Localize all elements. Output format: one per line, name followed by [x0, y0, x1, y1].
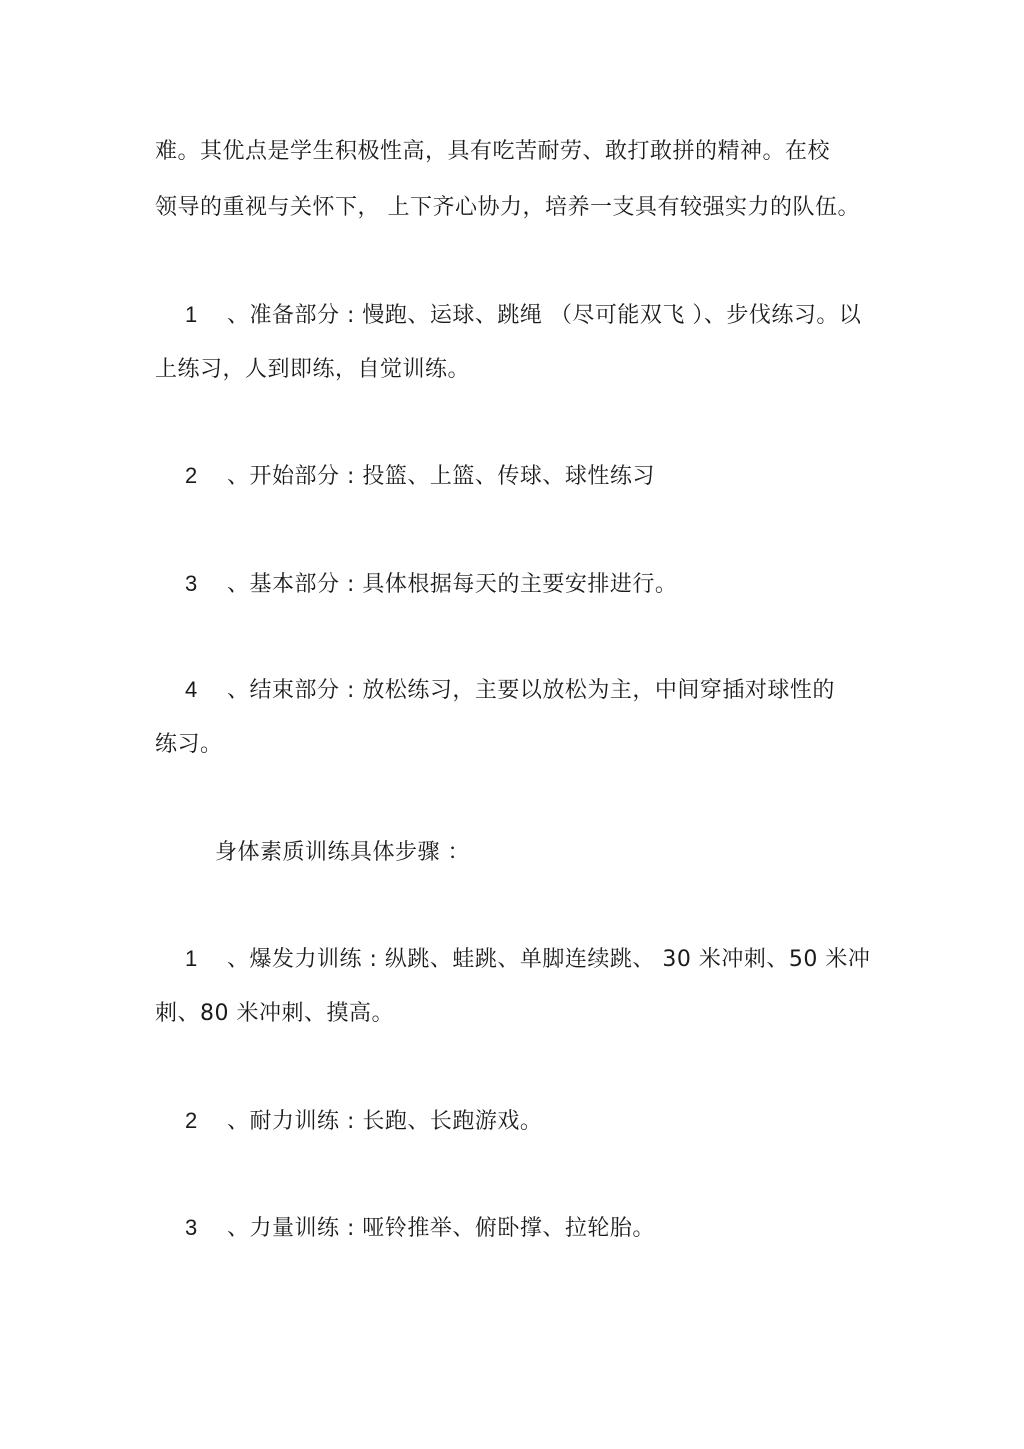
fitness-heading: 身体素质训练具体步骤 ：	[215, 840, 470, 865]
fitness-1-line-1	[155, 944, 870, 975]
fitness-3-text: 、力量训练 : 哑铃推举、俯卧撑、拉轮胎。	[227, 1216, 655, 1241]
intro-line-2: 领导的重视与关怀下， 上下齐心协力，培养一支具有较强实力的队伍。	[155, 195, 860, 220]
part-2-number: 2	[185, 463, 198, 488]
part-2-text: 、开始部分 : 投篮、上篮、传球、球性练习	[227, 464, 655, 489]
part-2-line	[155, 461, 655, 492]
fitness-3-number: 3	[185, 1215, 198, 1240]
fitness-1-text: 、爆发力训练 : 纵跳、蛙跳、单脚连续跳、 30 米冲刺、50 米冲	[227, 947, 871, 972]
fitness-1-number: 1	[185, 946, 198, 971]
part-1-text: 、准备部分 : 慢跑、运球、跳绳 （尽可能双飞 ）、步伐练习。以	[227, 303, 862, 328]
part-4-number: 4	[185, 677, 198, 702]
part-3-line	[155, 569, 677, 600]
part-4-line-2: 练习。	[155, 732, 223, 757]
fitness-2-line	[155, 1106, 542, 1137]
part-1-line-2: 上练习，人到即练，自觉训练。	[155, 357, 471, 382]
part-4-line-1	[155, 675, 835, 706]
fitness-2-number: 2	[185, 1108, 198, 1133]
part-3-text: 、基本部分 : 具体根据每天的主要安排进行。	[227, 572, 678, 597]
fitness-1-line-2: 刺、80 米冲刺、摸高。	[155, 1001, 394, 1026]
part-1-line-1	[155, 300, 861, 331]
intro-line-1: 难。其优点是学生积极性高，具有吃苦耐劳、敢打敢拼的精神。在校	[155, 139, 831, 164]
fitness-3-line	[155, 1213, 655, 1244]
part-3-number: 3	[185, 571, 198, 596]
part-4-text: 、结束部分 : 放松练习，主要以放松为主，中间穿插对球性的	[227, 678, 835, 703]
part-1-number: 1	[185, 302, 198, 327]
fitness-2-text: 、耐力训练 : 长跑、长跑游戏。	[227, 1109, 543, 1134]
